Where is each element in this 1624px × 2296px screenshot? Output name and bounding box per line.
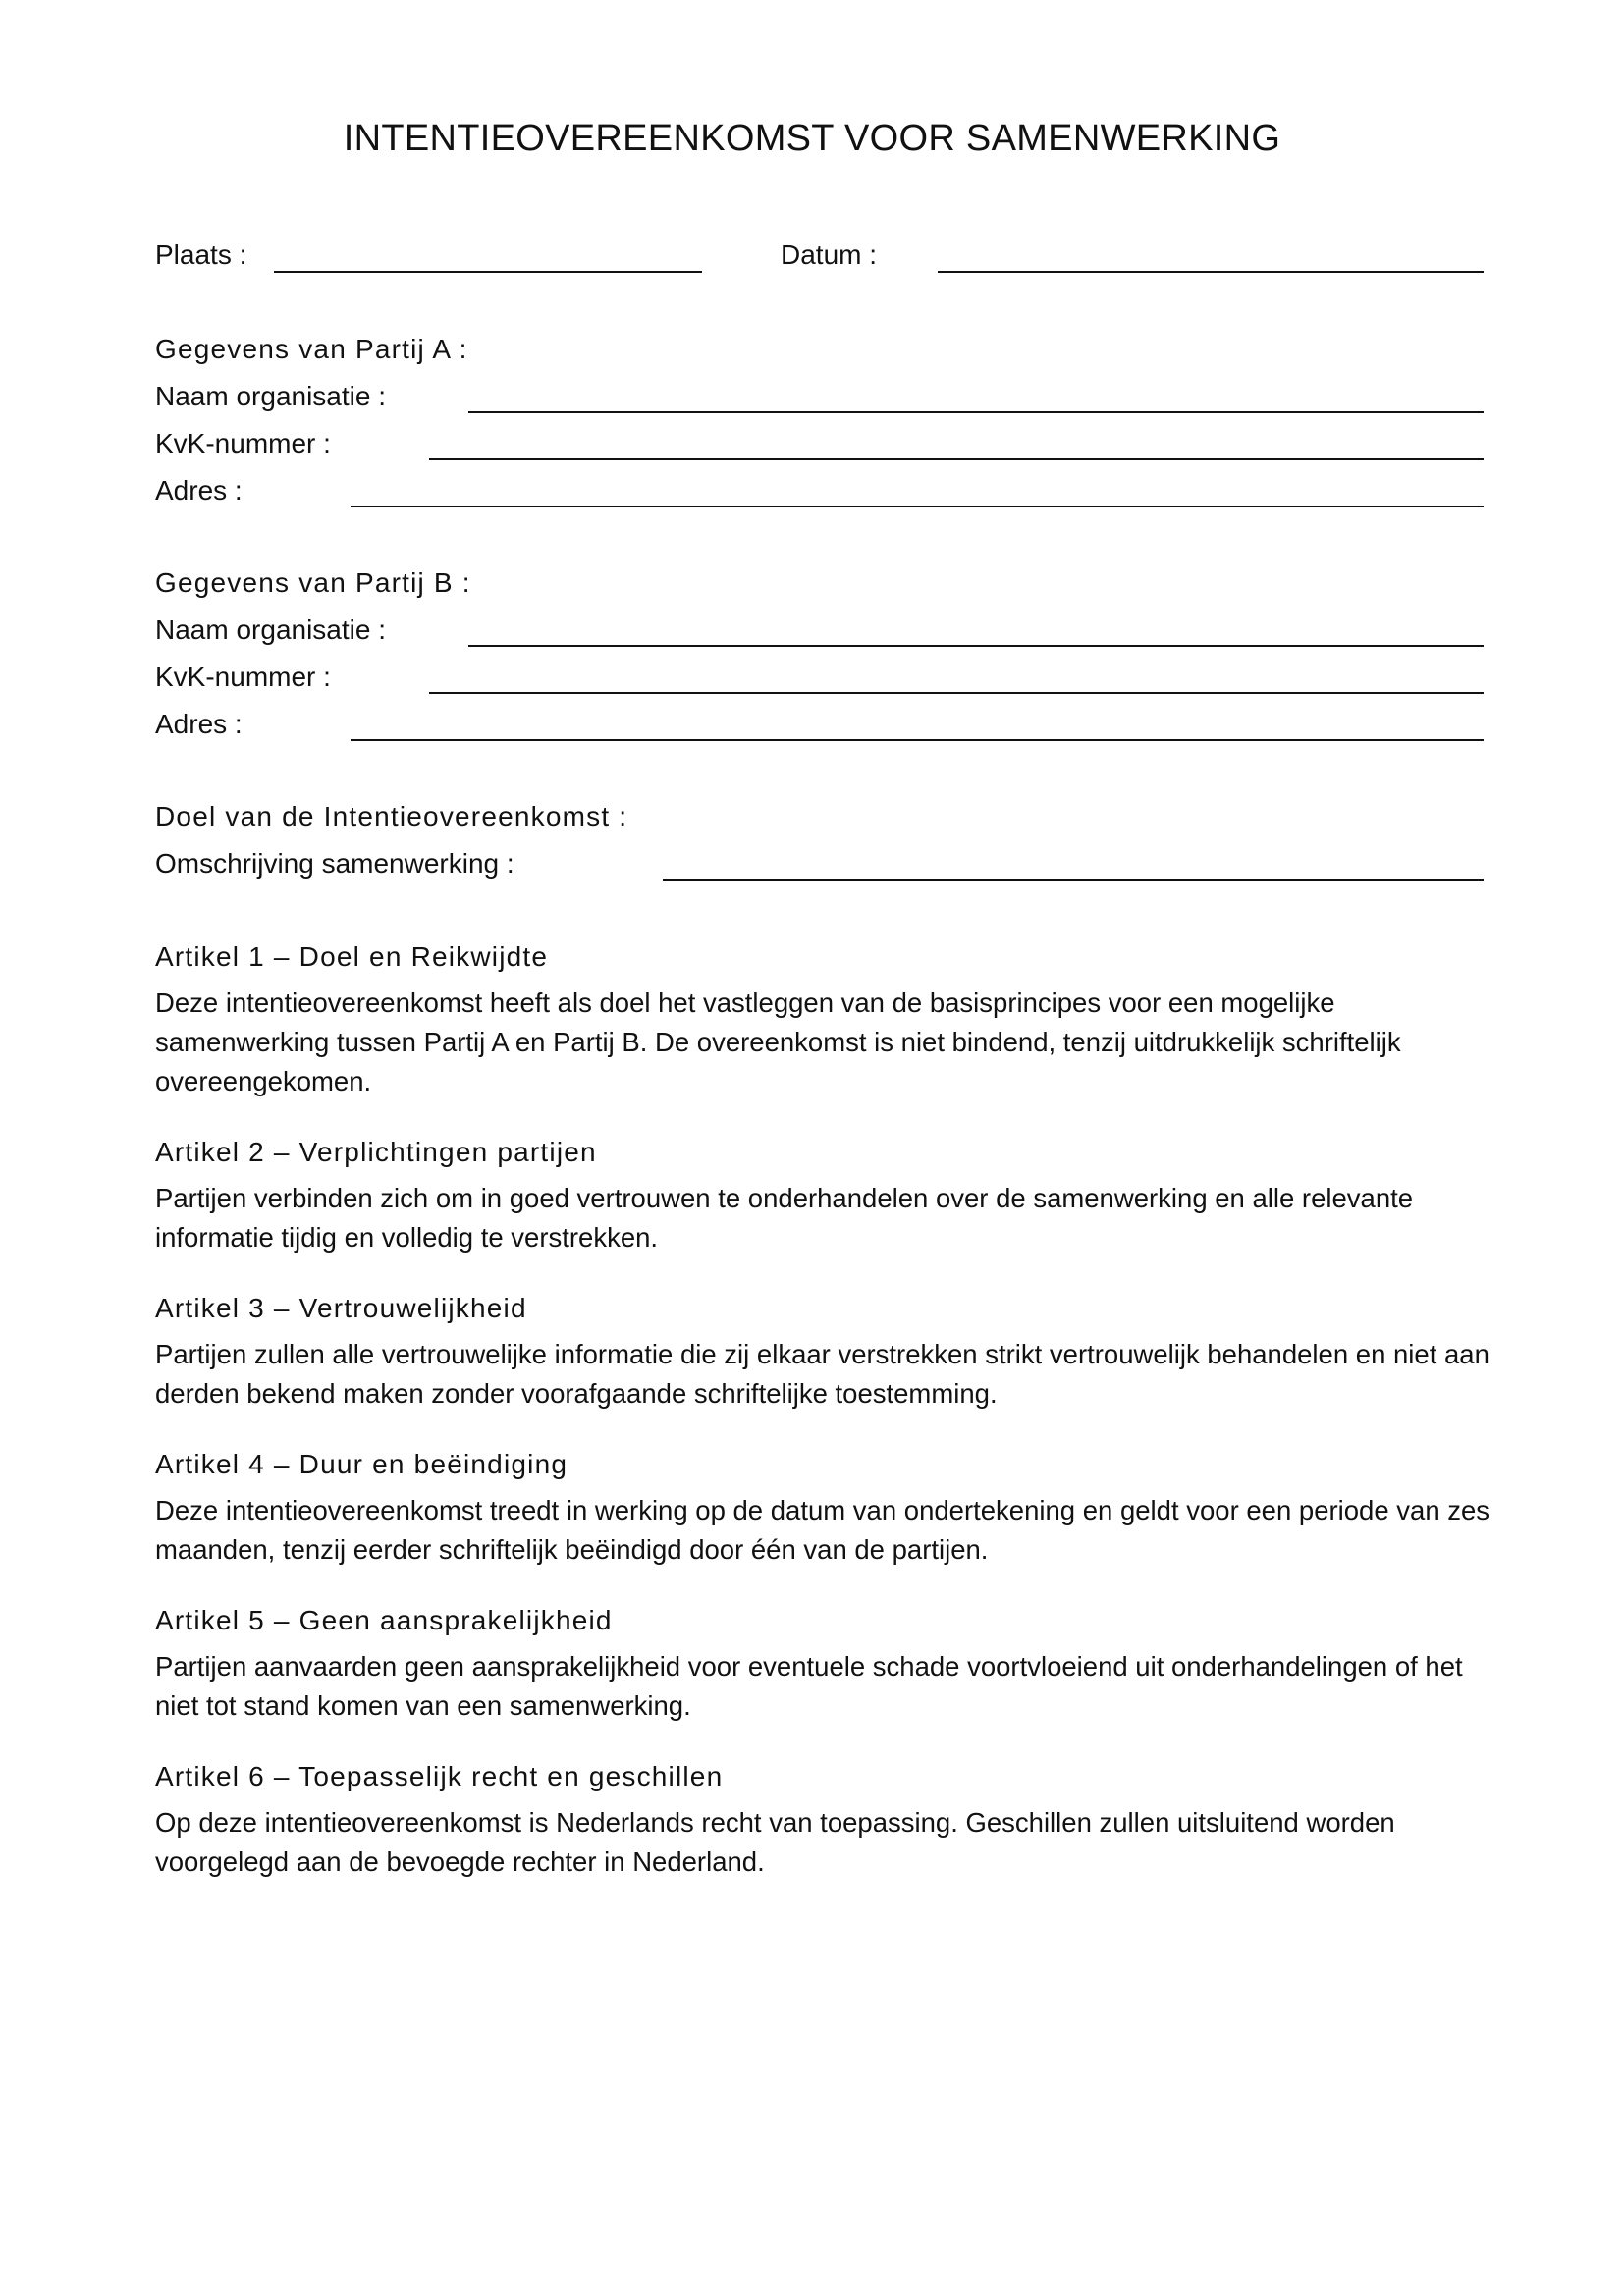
omschrijving-label: Omschrijving samenwerking : (155, 848, 514, 879)
article-6-text: Op deze intentieovereenkomst is Nederlands recht van toepassing. Geschillen zullen uitsluitend worden voorgelegd aan de bevoegde rechter in Nederland. (155, 1807, 1395, 1877)
partij-a-kvk-field-line[interactable] (429, 458, 1484, 460)
article-1-text: Deze intentieovereenkomst heeft als doel het vastleggen van de basisprincipes voor een mogelijke samenwerking tussen Partij A en Partij B. De overeenkomst is niet bindend, tenzij uitdrukkelijk schriftelijk overeengekomen. (155, 988, 1401, 1096)
partij-a-kvk-label: KvK-nummer : (155, 428, 331, 458)
omschrijving-field-line[interactable] (663, 879, 1484, 881)
partij-b-adres-field-line[interactable] (351, 739, 1484, 741)
article-4-text: Deze intentieovereenkomst treedt in werking op de datum van ondertekening en geldt voor een periode van zes maanden, tenzij eerder schriftelijk beëindigd door één van de partijen. (155, 1495, 1490, 1565)
partij-b-kvk-field-line[interactable] (429, 692, 1484, 694)
partij-a-adres-field-line[interactable] (351, 506, 1484, 507)
partij-a-heading: Gegevens van Partij A : (155, 334, 468, 364)
partij-a-naam-label: Naam organisatie : (155, 381, 387, 411)
partij-b-adres-label: Adres : (155, 709, 243, 739)
article-3-heading: Artikel 3 – Vertrouwelijkheid (155, 1293, 527, 1323)
partij-b-heading: Gegevens van Partij B : (155, 567, 471, 598)
article-6-heading: Artikel 6 – Toepasselijk recht en geschillen (155, 1761, 724, 1791)
article-5-text: Partijen aanvaarden geen aansprakelijkheid voor eventuele schade voortvloeiend uit onderhandelingen of het niet tot stand komen van een samenwerking. (155, 1651, 1463, 1721)
partij-b-kvk-label: KvK-nummer : (155, 662, 331, 692)
plaats-field-line[interactable] (274, 271, 702, 273)
partij-a-naam-field-line[interactable] (468, 411, 1484, 413)
article-2-text: Partijen verbinden zich om in goed vertrouwen te onderhandelen over de samenwerking en alle relevante informatie tijdig en volledig te verstrekken. (155, 1183, 1414, 1253)
article-1-heading: Artikel 1 – Doel en Reikwijdte (155, 941, 549, 972)
doel-heading: Doel van de Intentieovereenkomst : (155, 801, 628, 831)
article-5-heading: Artikel 5 – Geen aansprakelijkheid (155, 1605, 613, 1635)
article-4-heading: Artikel 4 – Duur en beëindiging (155, 1449, 568, 1479)
partij-b-naam-field-line[interactable] (468, 645, 1484, 647)
datum-field-line[interactable] (938, 271, 1484, 273)
document-title: INTENTIEOVEREENKOMST VOOR SAMENWERKING (343, 118, 1281, 159)
partij-b-naam-label: Naam organisatie : (155, 614, 387, 645)
datum-label: Datum : (781, 240, 878, 270)
article-3-text: Partijen zullen alle vertrouwelijke informatie die zij elkaar verstrekken strikt vertrouwelijk behandelen en niet aan derden bekend maken zonder voorafgaande schriftelijke toestemming. (155, 1339, 1489, 1409)
article-2-heading: Artikel 2 – Verplichtingen partijen (155, 1137, 597, 1167)
partij-a-adres-label: Adres : (155, 475, 243, 506)
plaats-label: Plaats : (155, 240, 247, 270)
